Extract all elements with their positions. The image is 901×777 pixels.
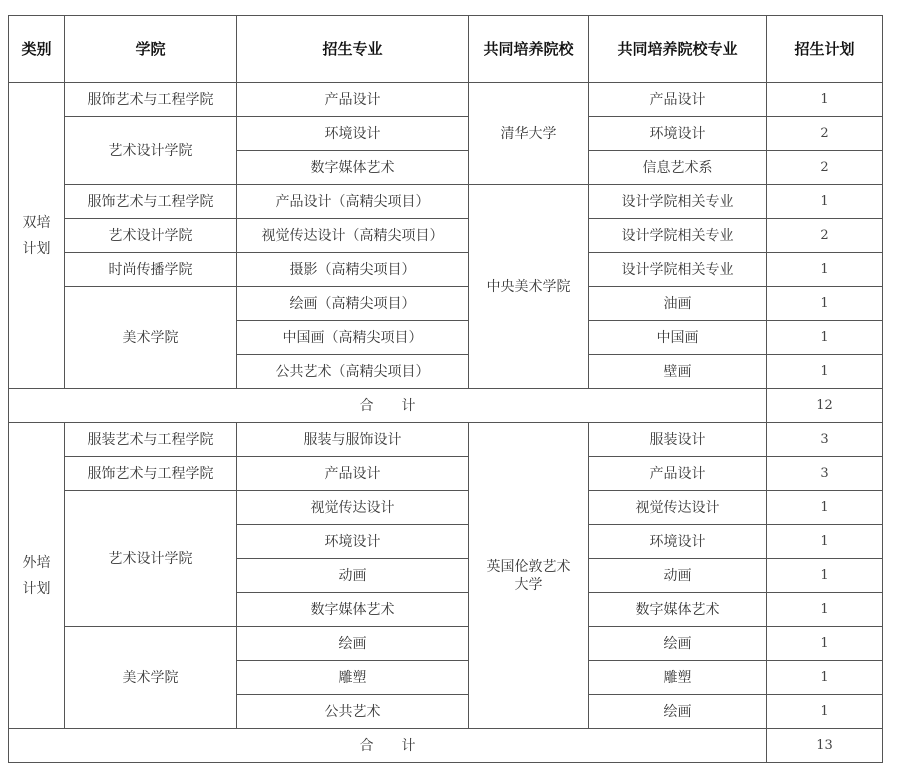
- major-cell: 数字媒体艺术: [237, 593, 469, 627]
- plan-cell: 1: [767, 661, 883, 695]
- plan-cell: 1: [767, 627, 883, 661]
- partner-major-cell: 环境设计: [589, 525, 767, 559]
- major-cell: 绘画: [237, 627, 469, 661]
- major-cell: 服装与服饰设计: [237, 423, 469, 457]
- total-label-text: 合计: [359, 737, 444, 754]
- plan-cell: 1: [767, 83, 883, 117]
- partner-major-cell: 雕塑: [589, 661, 767, 695]
- college-cell: 艺术设计学院: [65, 117, 237, 185]
- header-plan: 招生计划: [767, 16, 883, 83]
- plan-cell: 1: [767, 593, 883, 627]
- total-value: 12: [767, 389, 883, 423]
- partner-school-cell: 中央美术学院: [469, 185, 589, 389]
- plan-cell: 1: [767, 287, 883, 321]
- plan-cell: 1: [767, 525, 883, 559]
- header-row: [9, 16, 883, 83]
- partner-major-cell: 数字媒体艺术: [589, 593, 767, 627]
- college-cell: 时尚传播学院: [65, 253, 237, 287]
- plan-cell: 1: [767, 695, 883, 729]
- partner-major-cell: 产品设计: [589, 457, 767, 491]
- table-row: [9, 287, 883, 321]
- category-cell: [9, 83, 65, 389]
- table-row: [9, 253, 883, 287]
- college-cell: 美术学院: [65, 627, 237, 729]
- major-cell: 环境设计: [237, 525, 469, 559]
- plan-cell: 1: [767, 559, 883, 593]
- header-major: 招生专业: [237, 16, 469, 83]
- plan-cell: 2: [767, 117, 883, 151]
- category-line: 计划: [22, 240, 51, 257]
- plan-cell: 3: [767, 457, 883, 491]
- table-row: [9, 423, 883, 457]
- partner-school-cell: [469, 423, 589, 729]
- table-row: [9, 491, 883, 525]
- total-label: [9, 389, 767, 423]
- college-cell: 服装艺术与工程学院: [65, 423, 237, 457]
- table-row: [9, 219, 883, 253]
- college-cell: 服饰艺术与工程学院: [65, 457, 237, 491]
- partner-major-cell: 设计学院相关专业: [589, 185, 767, 219]
- partner-major-cell: 绘画: [589, 627, 767, 661]
- partner-school-line: 大学: [514, 576, 543, 593]
- table-row: [9, 117, 883, 151]
- table-row: [9, 457, 883, 491]
- total-row: [9, 729, 883, 763]
- major-cell: 产品设计（高精尖项目）: [237, 185, 469, 219]
- plan-cell: 2: [767, 219, 883, 253]
- major-cell: 摄影（高精尖项目）: [237, 253, 469, 287]
- major-cell: 绘画（高精尖项目）: [237, 287, 469, 321]
- college-cell: 艺术设计学院: [65, 219, 237, 253]
- header-category: 类别: [9, 16, 65, 83]
- category-line: 计划: [22, 580, 51, 597]
- college-cell: 服饰艺术与工程学院: [65, 83, 237, 117]
- table-row: [9, 185, 883, 219]
- partner-school-cell: 清华大学: [469, 83, 589, 185]
- partner-major-cell: 设计学院相关专业: [589, 219, 767, 253]
- college-cell: 艺术设计学院: [65, 491, 237, 627]
- plan-cell: 1: [767, 253, 883, 287]
- partner-major-cell: 中国画: [589, 321, 767, 355]
- total-value: 13: [767, 729, 883, 763]
- plan-cell: 1: [767, 185, 883, 219]
- plan-cell: 1: [767, 355, 883, 389]
- category-cell: [9, 423, 65, 729]
- major-cell: 环境设计: [237, 117, 469, 151]
- college-cell: 美术学院: [65, 287, 237, 389]
- partner-major-cell: 信息艺术系: [589, 151, 767, 185]
- major-cell: 数字媒体艺术: [237, 151, 469, 185]
- table-row: [9, 627, 883, 661]
- header-partner-major: 共同培养院校专业: [589, 16, 767, 83]
- major-cell: 公共艺术（高精尖项目）: [237, 355, 469, 389]
- partner-major-cell: 产品设计: [589, 83, 767, 117]
- header-partner-school: 共同培养院校: [469, 16, 589, 83]
- college-cell: 服饰艺术与工程学院: [65, 185, 237, 219]
- partner-school-line: 英国伦敦艺术: [486, 558, 571, 575]
- category-line: 双培: [22, 214, 51, 231]
- enrollment-plan-table-container: [8, 15, 883, 763]
- total-label-text: 合计: [359, 397, 444, 414]
- major-cell: 动画: [237, 559, 469, 593]
- major-cell: 产品设计: [237, 83, 469, 117]
- total-label: [9, 729, 767, 763]
- partner-major-cell: 动画: [589, 559, 767, 593]
- enrollment-plan-table: [8, 15, 883, 763]
- category-line: 外培: [22, 554, 51, 571]
- major-cell: 中国画（高精尖项目）: [237, 321, 469, 355]
- total-row: [9, 389, 883, 423]
- partner-major-cell: 壁画: [589, 355, 767, 389]
- partner-major-cell: 设计学院相关专业: [589, 253, 767, 287]
- major-cell: 公共艺术: [237, 695, 469, 729]
- major-cell: 视觉传达设计（高精尖项目）: [237, 219, 469, 253]
- table-row: [9, 83, 883, 117]
- major-cell: 产品设计: [237, 457, 469, 491]
- partner-major-cell: 服装设计: [589, 423, 767, 457]
- plan-cell: 3: [767, 423, 883, 457]
- plan-cell: 2: [767, 151, 883, 185]
- major-cell: 视觉传达设计: [237, 491, 469, 525]
- partner-major-cell: 环境设计: [589, 117, 767, 151]
- partner-major-cell: 绘画: [589, 695, 767, 729]
- partner-major-cell: 视觉传达设计: [589, 491, 767, 525]
- plan-cell: 1: [767, 491, 883, 525]
- major-cell: 雕塑: [237, 661, 469, 695]
- header-college: 学院: [65, 16, 237, 83]
- plan-cell: 1: [767, 321, 883, 355]
- partner-major-cell: 油画: [589, 287, 767, 321]
